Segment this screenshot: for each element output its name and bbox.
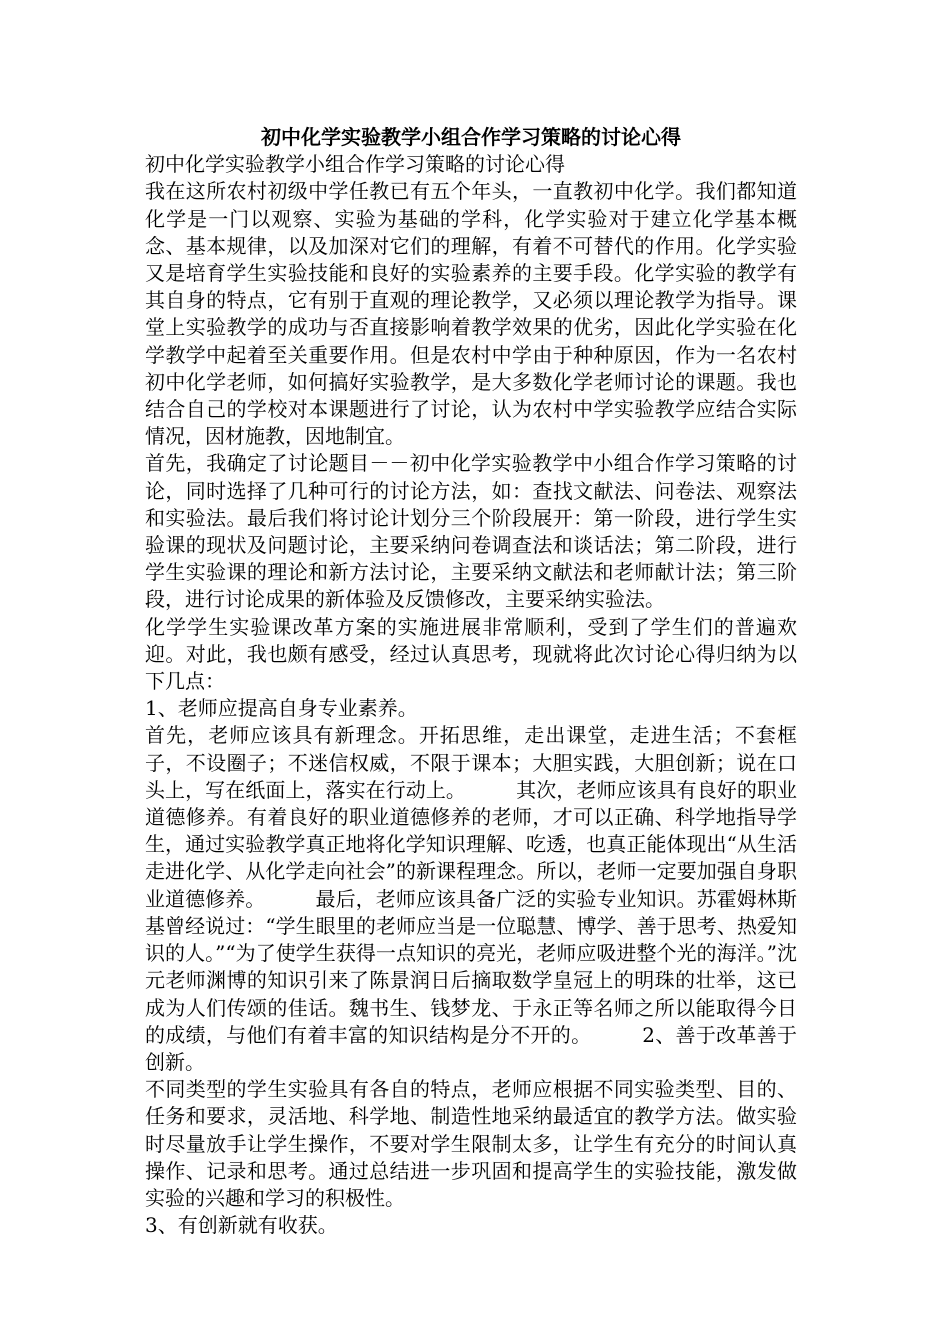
section-heading-1: 1、老师应提高自身专业素养。	[145, 696, 418, 721]
subtitle-paragraph: 初中化学实验教学小组合作学习策略的讨论心得	[145, 152, 565, 177]
body-paragraph-section-2: 不同类型的学生实验具有各自的特点，老师应根据不同实验类型、目的、任务和要求，灵活地、科学地、制造性地采纳最适宜的教学方法。做实验时尽量放手让学生操作，不要对学生限制太多，让学生有充分的时间认真操作、记录和思考。通过总结进一步巩固和提高学生的实验技能，激发做实验的兴趣和学习的积极性。	[145, 1077, 797, 1210]
body-paragraph-section-1: 首先，老师应该具有新理念。开拓思维，走出课堂，走进生活；不套框子，不设圈子；不迷信权威，不限于课本；大胆实践，大胆创新；说在口头上，写在纸面上，落实在行动上。 其次，老师应该具有良好的职业道德修养。有着良好的职业道德修养的老师，才可以正确、科学地指导学生，通过实验教学真正地将化学知识理解、吃透，也真正能体现出“从生活走进化学、从化学走向社会”的新课程理念。所以，老师一定要加强自身职业道德修养。 最后，老师应该具备广泛的实验专业知识。苏霍姆林斯基曾经说过：“学生眼里的老师应当是一位聪慧、博学、善于思考、热爱知识的人。”“为了使学生获得一点知识的亮光，老师应吸进整个光的海洋。”沈元老师渊博的知识引来了陈景润日后摘取数学皇冠上的明珠的壮举，这已成为人们传颂的佳话。魏书生、钱梦龙、于永正等名师之所以能取得今日的成绩，与他们有着丰富的知识结构是分不开的。 2、善于改革善于创新。	[145, 723, 797, 1074]
document-title: 初中化学实验教学小组合作学习策略的讨论心得	[261, 125, 681, 149]
document-page	[145, 124, 797, 1239]
section-heading-3: 3、有创新就有收获。	[145, 1213, 338, 1238]
body-paragraph-method: 首先，我确定了讨论题目－－初中化学实验教学中小组合作学习策略的讨论，同时选择了几种可行的讨论方法，如：查找文献法、问卷法、观察法和实验法。最后我们将讨论计划分三个阶段展开：第一阶段，进行学生实验课的现状及问题讨论，主要采纳问卷调查法和谈话法；第二阶段，进行学生实验课的理论和新方法讨论，主要采纳文献法和老师献计法；第三阶段，进行讨论成果的新体验及反馈修改，主要采纳实验法。	[145, 451, 797, 612]
body-paragraph-intro: 我在这所农村初级中学任教已有五个年头，一直教初中化学。我们都知道化学是一门以观察、实验为基础的学科，化学实验对于建立化学基本概念、基本规律，以及加深对它们的理解，有着不可替代的作用。化学实验又是培育学生实验技能和良好的实验素养的主要手段。化学实验的教学有其自身的特点，它有别于直观的理论教学，又必须以理论教学为指导。课堂上实验教学的成功与否直接影响着教学效果的优劣，因此化学实验在化学教学中起着至关重要作用。但是农村中学由于种种原因，作为一名农村初中化学老师，如何搞好实验教学，是大多数化学老师讨论的课题。我也结合自己的学校对本课题进行了讨论，认为农村中学实验教学应结合实际情况，因材施教，因地制宜。	[145, 179, 797, 449]
body-paragraph-summary: 化学学生实验课改革方案的实施进展非常顺利，受到了学生们的普遍欢迎。对此，我也颇有感受，经过认真思考，现就将此次讨论心得归纳为以下几点：	[145, 614, 797, 694]
